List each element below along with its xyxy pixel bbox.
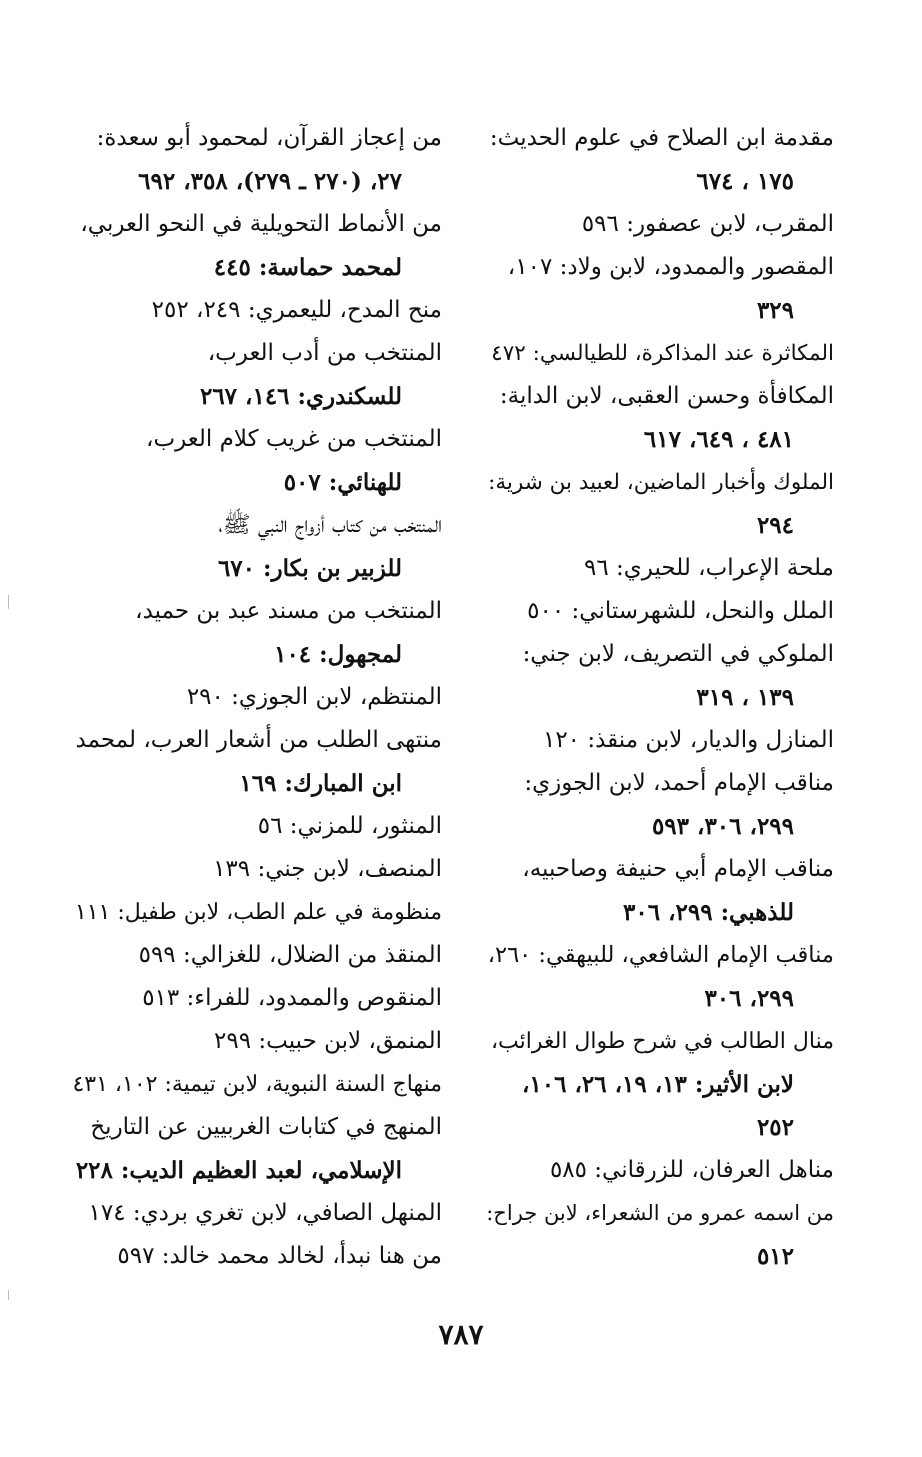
index-column-right (484, 117, 834, 1278)
entry-title-line: المنصف، لابن جني: ١٣٩ (213, 856, 442, 882)
index-entry (484, 461, 834, 547)
index-entry (484, 375, 834, 461)
index-entry (72, 977, 442, 1020)
entry-title-line: ملحة الإعراب، للحيري: ٩٦ (583, 555, 834, 581)
index-entry (72, 289, 442, 332)
page-number: ٧٨٧ (438, 1318, 484, 1351)
entry-title-line: المقصور والممدود، لابن ولاد: ١٠٧، (507, 254, 834, 280)
index-entry (484, 1192, 834, 1278)
entry-title-line: المنمق، لابن حبيب: ٢٩٩ (214, 1028, 442, 1054)
entry-continuation-line: للذهبي: ٢٩٩، ٣٠٦ (623, 899, 794, 926)
index-entry (484, 117, 834, 203)
page-edge-mark (8, 1290, 9, 1300)
index-entry (484, 1020, 834, 1149)
entry-title-line: الملل والنحل، للشهرستاني: ٥٠٠ (527, 598, 834, 624)
entry-continuation-line: للسكندري: ١٤٦، ٢٦٧ (199, 383, 402, 410)
index-entry (72, 117, 442, 203)
entry-title-line: منهاج السنة النبوية، لابن تيمية: ١٠٢، ٤٣١ (72, 1072, 442, 1097)
index-entry (72, 1235, 442, 1278)
index-entry (484, 934, 834, 1020)
index-entry (484, 547, 834, 590)
index-entry (72, 676, 442, 719)
entry-title-line: المنازل والديار، لابن منقذ: ١٢٠ (542, 727, 834, 753)
entry-title-line: منتهى الطلب من أشعار العرب، لمحمد (75, 727, 442, 753)
entry-title-line: المنتخب من كتاب أزواج النبي ﷺ، (218, 512, 442, 538)
entry-title-line: الملوكي في التصريف، لابن جني: (522, 641, 834, 667)
entry-continuation-line: ابن المبارك: ١٦٩ (239, 770, 402, 797)
entry-continuation-line: الإسلامي، لعبد العظيم الديب: ٢٢٨ (75, 1157, 402, 1184)
entry-continuation-line: ١٣٩ ، ٣١٩ (696, 684, 794, 711)
entry-continuation-line: ٤٨١ ، ٦٤٩، ٦١٧ (643, 426, 794, 453)
entry-title-line: المنقذ من الضلال، للغزالي: ٥٩٩ (138, 942, 442, 968)
entry-continuation-line: ٢٩٩، ٣٠٦ (704, 985, 794, 1012)
entry-continuation-line: ٣٢٩ (756, 297, 794, 324)
entry-title-line: من اسمه عمرو من الشعراء، لابن جراح: (486, 1201, 834, 1225)
entry-title-line: مناهل العرفان، للزرقاني: ٥٨٥ (549, 1157, 834, 1183)
index-entry (484, 203, 834, 246)
index-entry (72, 891, 442, 934)
index-entry (484, 633, 834, 719)
entry-title-line: منال الطالب في شرح طوال الغرائب، (490, 1029, 834, 1054)
entry-title-line: المكاثرة عند المذاكرة، للطيالسي: ٤٧٢ (491, 341, 834, 366)
entry-continuation-line: ٢٩٩، ٣٠٦، ٥٩٣ (651, 813, 794, 840)
entry-title-line: مناقب الإمام أبي حنيفة وصاحبيه، (522, 856, 834, 882)
index-entry (72, 1106, 442, 1192)
index-entry (484, 762, 834, 848)
index-entry (72, 1020, 442, 1063)
entry-title-line: مقدمة ابن الصلاح في علوم الحديث: (489, 125, 834, 151)
entry-continuation-line: ٥١٢ (756, 1243, 794, 1270)
index-entry (484, 332, 834, 375)
index-entry (72, 504, 442, 590)
entry-title-line: المنتخب من أدب العرب، (207, 340, 442, 366)
entry-title-line: منح المدح، لليعمري: ٢٤٩، ٢٥٢ (151, 297, 442, 323)
entry-continuation-line: للهنائي: ٥٠٧ (283, 469, 402, 496)
index-entry (72, 719, 442, 805)
index-entry (484, 246, 834, 332)
entry-title-line: من الأنماط التحويلية في النحو العربي، (80, 211, 442, 237)
index-entry (72, 848, 442, 891)
entry-title-line: المنتخب من غريب كلام العرب، (146, 426, 442, 452)
entry-title-line: المكافأة وحسن العقبى، لابن الداية: (499, 383, 834, 409)
entry-title-line: مناقب الإمام أحمد، لابن الجوزي: (524, 770, 834, 796)
index-entry (484, 1149, 834, 1192)
entry-continuation-line: لمحمد حماسة: ٤٤٥ (213, 254, 402, 281)
entry-title-line: المنهج في كتابات الغربيين عن التاريخ (90, 1114, 442, 1140)
entry-title-line: منظومة في علم الطب، لابن طفيل: ١١١ (74, 900, 442, 925)
entry-title-line: من هنا نبدأ، لخالد محمد خالد: ٥٩٧ (117, 1243, 442, 1269)
entry-continuation-line: ٢٩٤ (756, 512, 794, 539)
index-entry (72, 332, 442, 418)
index-entry (72, 203, 442, 289)
entry-continuation-line: لابن الأثير: ١٣، ١٩، ٢٦، ١٠٦، (521, 1071, 794, 1098)
index-entry (72, 934, 442, 977)
page-edge-mark (8, 595, 9, 609)
entry-continuation-line: ٢٥٢ (756, 1114, 794, 1141)
index-entry (72, 1063, 442, 1106)
index-entry (72, 418, 442, 504)
entry-title-line: مناقب الإمام الشافعي، للبيهقي: ٢٦٠، (487, 942, 834, 968)
index-entry (72, 590, 442, 676)
index-entry (484, 590, 834, 633)
entry-title-line: المنهل الصافي، لابن تغري بردي: ١٧٤ (88, 1200, 442, 1226)
index-entry (72, 1192, 442, 1235)
entry-continuation-line: ٢٧، (٢٧٠ ـ ٢٧٩)، ٣٥٨، ٦٩٢ (138, 168, 402, 195)
entry-continuation-line: لمجهول: ١٠٤ (274, 641, 402, 668)
entry-title-line: المنثور، للمزني: ٥٦ (257, 813, 442, 839)
entry-title-line: المقرب، لابن عصفور: ٥٩٦ (581, 211, 834, 237)
index-column-left (72, 117, 442, 1278)
entry-title-line: المنقوص والممدود، للفراء: ٥١٣ (142, 985, 442, 1011)
entry-title-line: المنتظم، لابن الجوزي: ٢٩٠ (186, 684, 442, 710)
entry-continuation-line: للزبير بن بكار: ٦٧٠ (217, 555, 402, 582)
entry-continuation-line: ١٧٥ ، ٦٧٤ (696, 168, 794, 195)
index-entry (484, 719, 834, 762)
index-entry (484, 848, 834, 934)
entry-title-line: المنتخب من مسند عبد بن حميد، (135, 598, 442, 624)
index-entry (72, 805, 442, 848)
entry-title-line: الملوك وأخبار الماضين، لعبيد بن شرية: (488, 470, 834, 495)
entry-title-line: من إعجاز القرآن، لمحمود أبو سعدة: (96, 125, 442, 151)
